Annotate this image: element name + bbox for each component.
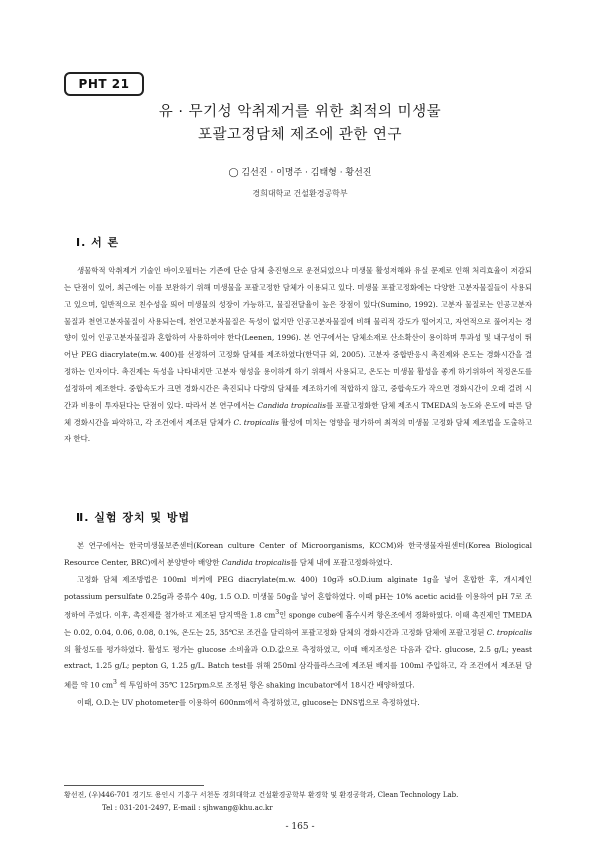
footnote-contact: Tel : 031-201-2497, E-mail : sjhwang@khu.ac.kr [102, 804, 273, 812]
methods-text-2c: 의 활성도를 평가하였다. 활성도 평가는 glucose 소비율과 O.D.값으로 측정하였고, 이때 배지조성은 다음과 같다. glucose, 2.5 g/L; yeast extract, 1.25 g/L; pepton G, 1.25 g/L. Batch test를 위해 250ml 삼각플라스크에 제조된 배지를 100ml 주입하고, 각 조건에서 제조된 담체를 약 10 cm [64, 644, 532, 690]
methods-paragraph-3 [64, 695, 532, 712]
species-name: Candida tropicalis [221, 557, 291, 567]
species-name-abbrev: C. tropicalis [233, 417, 279, 427]
superscript: 3 [275, 609, 280, 617]
species-name: Candida tropicalis [257, 400, 327, 410]
introduction-body [64, 263, 532, 448]
introduction-paragraph [64, 263, 532, 448]
methods-text-3: 이때, O.D.는 UV photometer를 이용하여 600nm에서 측정하였고, glucose는 DNS법으로 측정하였다. [77, 697, 420, 707]
paper-title-line1: 유 · 무기성 악취제거를 위한 최적의 미생물 [158, 104, 442, 120]
intro-text-b: 를 포괄고정화한 담체 제조시 TMEDA의 농도와 온도에 따른 담체 경화시간을 파악하고, 각 조건에서 제조된 담체가 [64, 400, 532, 427]
section-heading-methods: Ⅱ. 실험 장치 및 방법 [76, 511, 191, 524]
methods-text-2d: 씩 투입하여 35℃ 125rpm으로 조정된 항온 shaking incubator에서 18시간 배양하였다. [116, 680, 415, 690]
methods-paragraph-2 [64, 572, 532, 695]
page-number: - 165 - [285, 822, 315, 832]
intro-text-c: 활성에 미치는 영향을 평가하여 최적의 미생물 고정화 담체 제조법을 도출하고자 한다. [64, 417, 532, 444]
methods-body [64, 538, 532, 711]
superscript: 3 [113, 679, 117, 687]
methods-text-1b: 를 담체 내에 포괄고정화하였다. [290, 557, 393, 567]
methods-text-2b: 인 sponge cube에 흡수시켜 항온조에서 경화하였다. 이때 촉진제인 TMEDA는 0.02, 0.04, 0.06, 0.08, 0.1%, 온도는 25, 35℃로 조건을 달리하여 포괄고정화 담체의 경화시간과 고정화 담체에 포괄고정된 [64, 610, 532, 637]
paper-title-line2: 포괄고정담체 제조에 관한 연구 [198, 127, 402, 143]
paper-code-badge: PHT 21 [64, 72, 144, 96]
methods-paragraph-1 [64, 538, 532, 572]
section-heading-introduction: Ⅰ. 서 론 [76, 236, 120, 249]
intro-text-a: 생물학적 악취제거 기술인 바이오필터는 기존에 단순 담체 충진형으로 운전되었으나 미생물 활성저해와 유실 문제로 인해 처리효율이 저감되는 단점이 있어, 최근에는 이를 보완하기 위해 미생물을 포괄고정한 담체가 이용되고 있다. 미생물 포괄고정화에는 다양한 고분자물질들이 사용되고 있으며, 일반적으로 친수성을 띄어 미생물의 성장이 가능하고, 물질전달율이 높은 장점이 있다(Sumino, 1992). 고분자 물질로는 인공고분자물질과 천연고분자물질이 사용되는데, 천연고분자물질은 독성이 없지만 인공고분자물질에 비해 물리적 강도가 떨어지고, 자연적으로 풀어지는 경향이 있어 인공고분자물질과 혼합하여 사용하여야 한다(Leenen, 1996). 본 연구에서는 담체소재로 산소확산이 용이하며 투과성 및 내구성이 뛰어난 PEG diacrylate(m.w. 400)를 선정하여 고정화 담체를 제조하였다(한덕규 외, 2005). 고분자 중합반응시 촉진제와 온도는 경화시간을 결정하는 인자이다. 촉진제는 독성을 나타내지만 고분자 형성을 용이하게 하기 위해서 사용되고, 온도는 미생물 활성을 좋게 하기위하여 적정온도를 설정하여 제조한다. 중합속도가 크면 경화시간은 촉진되나 다량의 담체를 제조하기에 적합하지 않고, 중합속도가 작으면 경화시간이 오래 걸려 시간과 비용이 투자된다는 단점이 있다. 따라서 본 연구에서는 [64, 266, 532, 410]
methods-text-1a: 본 연구에서는 한국미생물보존센터(Korean culture Center of Microorganisms, KCCM)와 한국생물자원센터(Korea Biological Resource Center, BRC)에서 분양받아 배양한 [64, 541, 532, 567]
footnote-address: 황선진, (우)446-701 경기도 용인시 기흥구 서천동 경희대학교 건설환경공학부 환경학 및 환경공학과, Clean Technology Lab. [64, 791, 459, 799]
author-list: ◯ 김선진 · 이명주 · 김태형 · 황선진 [228, 168, 372, 178]
affiliation: 경희대학교 건설환경공학부 [252, 189, 348, 198]
species-name-abbrev: C. tropicalis [486, 627, 533, 637]
footnote [64, 789, 544, 815]
footnote-divider [64, 785, 204, 786]
methods-text-2a: 고정화 담체 제조방법은 100ml 비커에 PEG diacrylate(m.w. 400) 10g과 sO.D.ium alginate 1g을 넣어 혼합한 후, 개시제인 potassium persulfate 0.25g과 증류수 40g, 1.5 O.D. 미생물 50g을 넣어 혼합하였다. 이때 pH는 10% acetic acid를 이용하여 pH 7로 조정하여 주었다. 이후, 촉진제를 첨가하고 제조된 담지액을 1.8 cm [64, 574, 532, 620]
